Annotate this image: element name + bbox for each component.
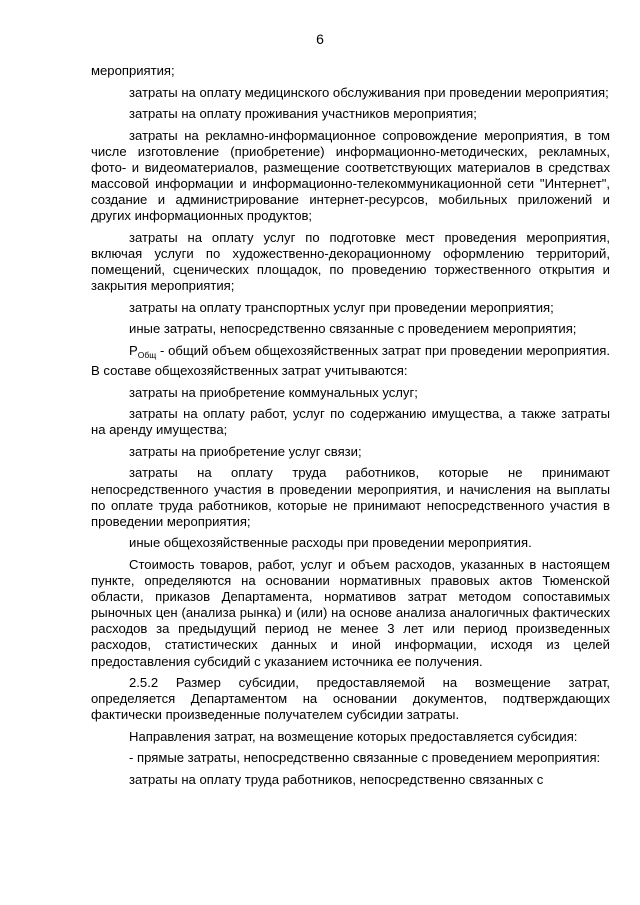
paragraph: затраты на приобретение коммунальных услуг; — [129, 384, 418, 400]
paragraph: иные затраты, непосредственно связанные с проведением мероприятия; — [129, 321, 577, 337]
paragraph: 2.5.2 Размер субсидии, предоставляемой на возмещение затрат, определяется Департаментом на основании документов, подтверждающих фактически произведенные получателем субсидии затраты. — [91, 675, 610, 723]
paragraph: затраты на оплату труда работников, которые не принимают непосредственного участия в проведении мероприятия, и начисления на выплаты по оплате труда работников, которые не принимают непосредственного участия в проведении мероприятия; — [91, 465, 610, 529]
document-body — [91, 63, 610, 788]
paragraph: мероприятия; — [91, 63, 175, 78]
paragraph: затраты на оплату медицинского обслуживания при проведении мероприятия; — [129, 84, 609, 100]
paragraph: затраты на приобретение услуг связи; — [129, 443, 362, 459]
paragraph: Стоимость товаров, работ, услуг и объем расходов, указанных в настоящем пункте, определяются на основании нормативных правовых актов Тюменской области, приказов Департамента, нормативов затрат методом сопоставимых рыночных цен (анализа рынка) и (или) на основе анализа аналогичных фактических расходов за предыдущий период не менее 3 лет или период произведенных расходов, статистических данных и иной информации, исходя из целей предоставления субсидий с указанием источника ее получения. — [91, 556, 610, 669]
paragraph: затраты на оплату проживания участников мероприятия; — [129, 106, 477, 122]
paragraph: затраты на оплату труда работников, непосредственно связанных с — [129, 772, 544, 788]
paragraph: затраты на оплату транспортных услуг при проведении мероприятия; — [129, 299, 554, 315]
formula-paragraph — [91, 343, 610, 379]
paragraph: затраты на рекламно-информационное сопровождение мероприятия, в том числе изготовление (приобретение) информационно-методических, рекламных, фото- и видеоматериалов, размещение соответствующих материалов в средствах массовой информации и информационно-телекоммуникационной сети "Интернет", создание и администрирование интернет-ресурсов, мобильных приложений и других информационных продуктов; — [91, 127, 610, 224]
paragraph: Направления затрат, на возмещение которых предоставляется субсидия: — [129, 728, 578, 744]
paragraph: затраты на оплату услуг по подготовке мест проведения мероприятия, включая услуги по художественно-декорационному оформлению территорий, помещений, сценических площадок, по проведению торжественного открытия и закрытия мероприятия; — [91, 229, 610, 294]
paragraph: иные общехозяйственные расходы при проведении мероприятия. — [129, 535, 532, 551]
page-number: 6 — [316, 31, 324, 47]
formula-text: - общий объем общехозяйственных затрат при проведении мероприятия. В составе общехозяйственных затрат учитываются: — [91, 342, 610, 378]
formula-subscript: Общ — [137, 349, 157, 360]
formula-symbol: P — [129, 342, 138, 358]
paragraph: затраты на оплату работ, услуг по содержанию имущества, а также затраты на аренду имущества; — [91, 406, 610, 438]
paragraph: - прямые затраты, непосредственно связанные с проведением мероприятия: — [129, 750, 601, 766]
